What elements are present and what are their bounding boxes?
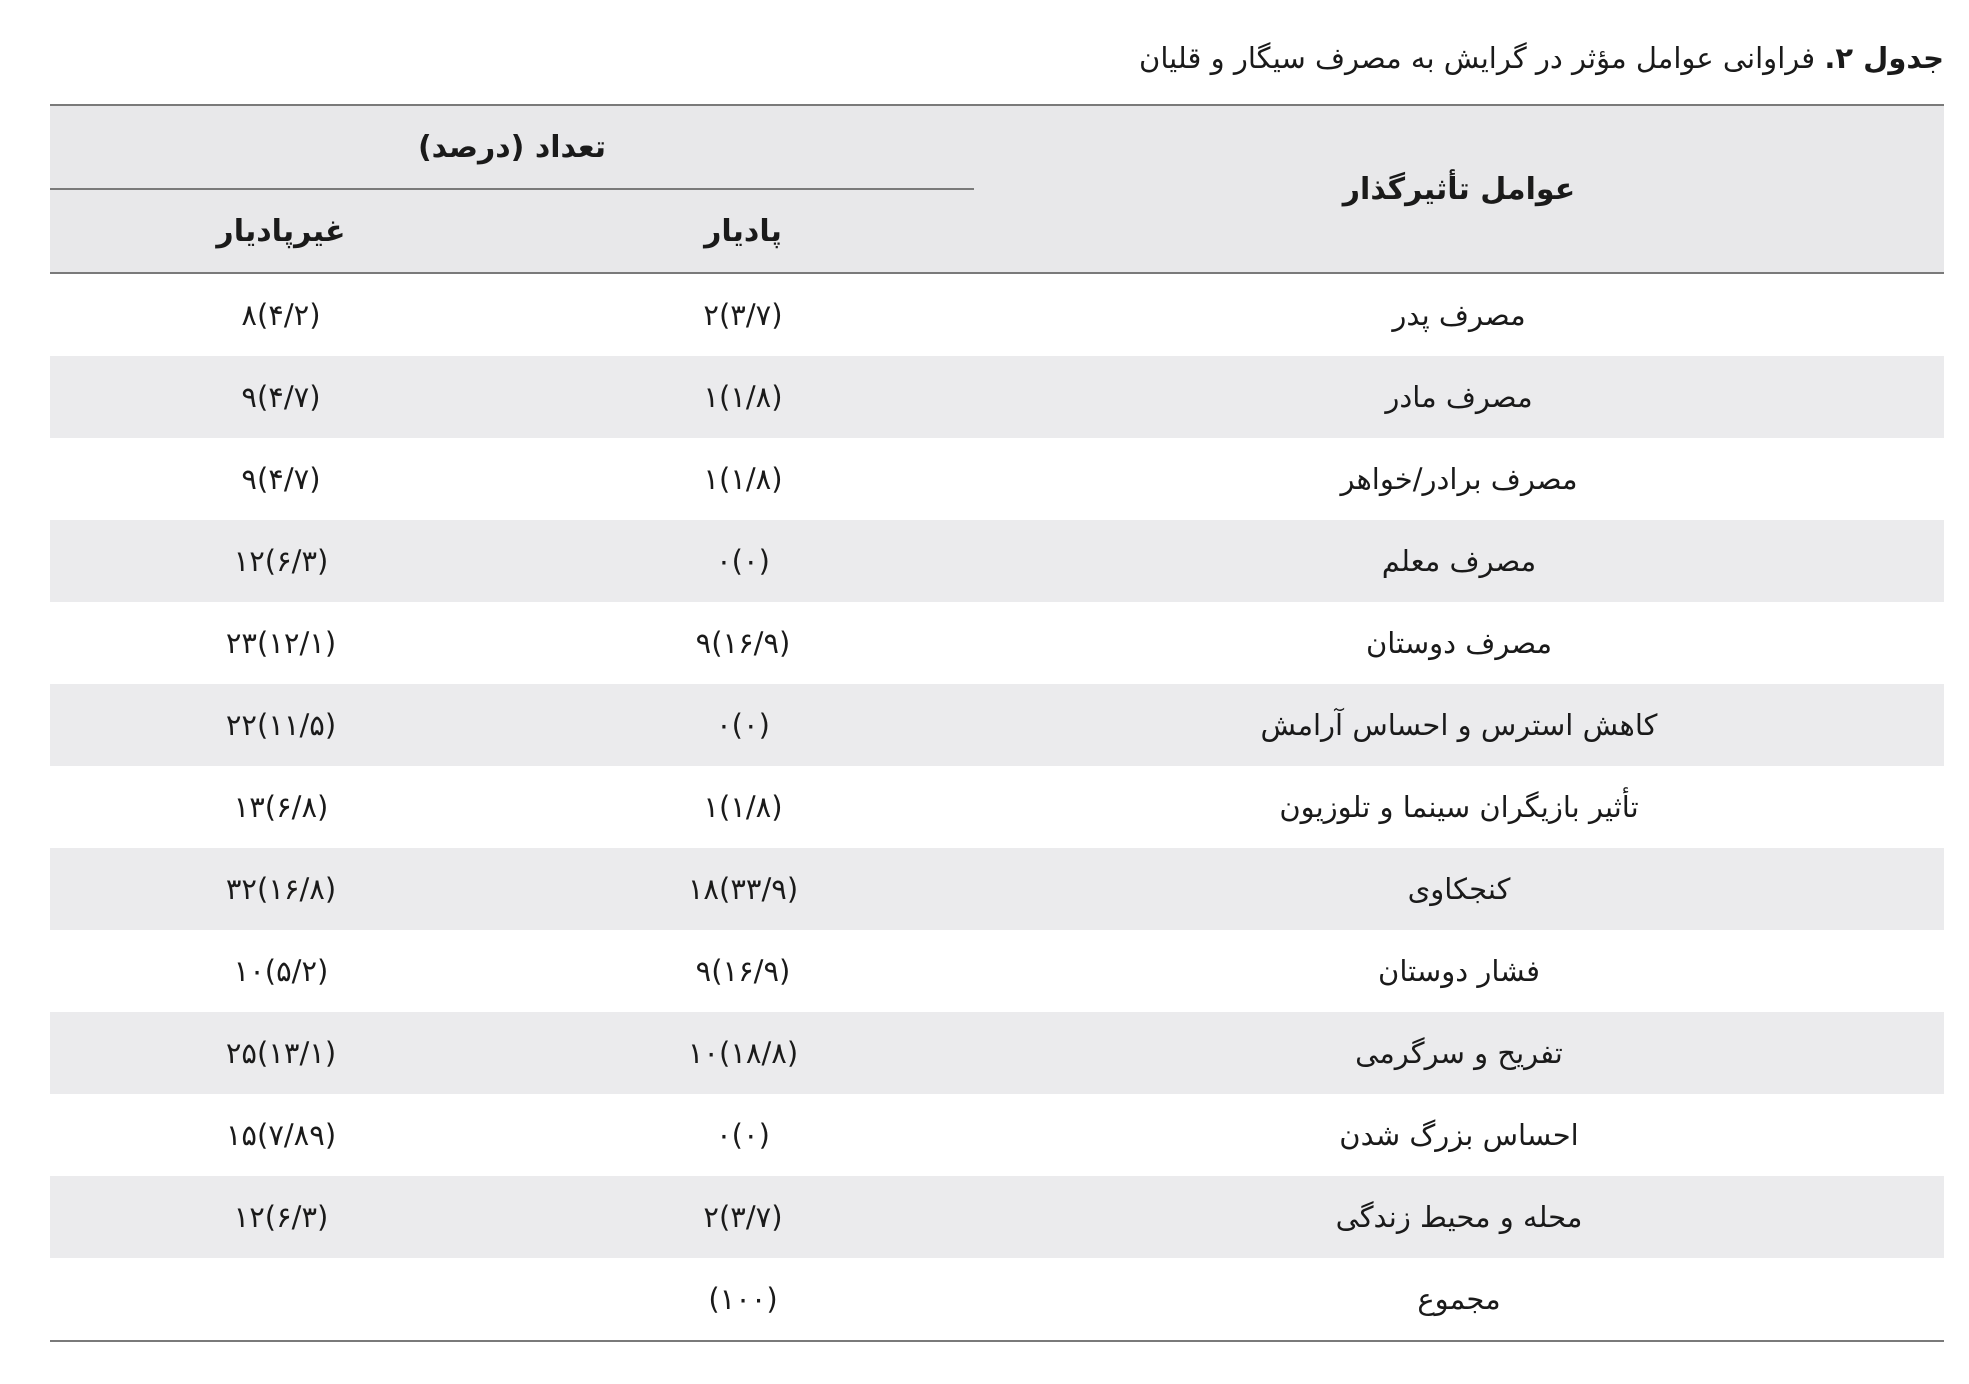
factor-cell: کاهش استرس و احساس آرامش — [974, 684, 1944, 766]
nonpaydar-cell: ۹(۴/۷) — [50, 356, 512, 438]
caption-label: جدول ۲. — [1824, 41, 1944, 75]
factor-cell: محله و محیط زندگی — [974, 1176, 1944, 1258]
paydar-cell: ۰(۰) — [512, 684, 974, 766]
paydar-cell: ۹(۱۶/۹) — [695, 954, 791, 988]
factor-cell: مصرف مادر — [974, 356, 1944, 438]
nonpaydar-cell: ۲۲(۱۱/۵) — [50, 684, 512, 766]
factor-cell: مصرف برادر/خواهر — [1340, 462, 1578, 496]
nonpaydar-cell: ۱۳(۶/۸) — [233, 790, 329, 824]
factor-cell: تأثیر بازیگران سینما و تلوزیون — [1279, 790, 1639, 824]
nonpaydar-cell: ۱۲(۶/۳) — [50, 520, 512, 602]
header-row-1 — [50, 105, 1944, 189]
table-row — [50, 356, 1944, 438]
table-row — [50, 1012, 1944, 1094]
factors-table — [50, 104, 1944, 1342]
factor-cell: کنجکاوی — [974, 848, 1944, 930]
factor-cell: مجموع — [974, 1258, 1944, 1341]
nonpaydar-cell: ۹(۴/۷) — [241, 462, 321, 496]
nonpaydar-cell: ۸(۴/۲) — [241, 298, 321, 332]
paydar-cell: ۹(۱۶/۹) — [695, 626, 791, 660]
table-caption — [1139, 38, 1944, 78]
nonpaydar-cell: ۱۲(۶/۳) — [50, 1176, 512, 1258]
nonpaydar-cell: ۲۵(۱۳/۱) — [50, 1012, 512, 1094]
factor-cell: مصرف دوستان — [1365, 626, 1553, 660]
paydar-cell: (۱۰۰) — [512, 1258, 974, 1341]
table-row — [50, 684, 1944, 766]
header-count-percent: تعداد (درصد) — [50, 105, 974, 189]
nonpaydar-cell: ۲۳(۱۲/۱) — [225, 626, 337, 660]
paydar-cell: ۲(۳/۷) — [703, 298, 783, 332]
table-row — [50, 520, 1944, 602]
nonpaydar-cell: ۳۲(۱۶/۸) — [50, 848, 512, 930]
factor-cell: مصرف پدر — [1392, 298, 1526, 332]
table-body — [50, 273, 1944, 1341]
table-row — [50, 602, 1944, 684]
table-row — [50, 1258, 1944, 1341]
caption-text: فراوانی عوامل مؤثر در گرایش به مصرف سیگار و قلیان — [1139, 41, 1816, 75]
header-nonpaydar: غیرپادیار — [50, 189, 512, 273]
table-row — [50, 930, 1944, 1012]
table-header — [50, 105, 1944, 273]
paydar-cell: ۰(۰) — [716, 1118, 770, 1152]
header-paydar: پادیار — [512, 189, 974, 273]
factor-cell: تفریح و سرگرمی — [974, 1012, 1944, 1094]
paydar-cell: ۰(۰) — [512, 520, 974, 602]
paydar-cell: ۱(۱/۸) — [512, 356, 974, 438]
table-row — [50, 1176, 1944, 1258]
table-row — [50, 273, 1944, 356]
nonpaydar-cell: ۱۰(۵/۲) — [233, 954, 329, 988]
paydar-cell: ۲(۳/۷) — [512, 1176, 974, 1258]
table-row — [50, 438, 1944, 520]
nonpaydar-cell — [50, 1258, 512, 1341]
paydar-cell: ۱۰(۱۸/۸) — [512, 1012, 974, 1094]
factor-cell: فشار دوستان — [1378, 954, 1540, 988]
table-row — [50, 848, 1944, 930]
header-factor: عوامل تأثیرگذار — [974, 105, 1944, 273]
nonpaydar-cell: ۱۵(۷/۸۹) — [225, 1118, 337, 1152]
table-row — [50, 766, 1944, 848]
paydar-cell: ۱۸(۳۳/۹) — [512, 848, 974, 930]
table-row — [50, 1094, 1944, 1176]
factor-cell: مصرف معلم — [974, 520, 1944, 602]
paydar-cell: ۱(۱/۸) — [703, 790, 783, 824]
paydar-cell: ۱(۱/۸) — [703, 462, 783, 496]
factor-cell: احساس بزرگ شدن — [1339, 1118, 1579, 1152]
